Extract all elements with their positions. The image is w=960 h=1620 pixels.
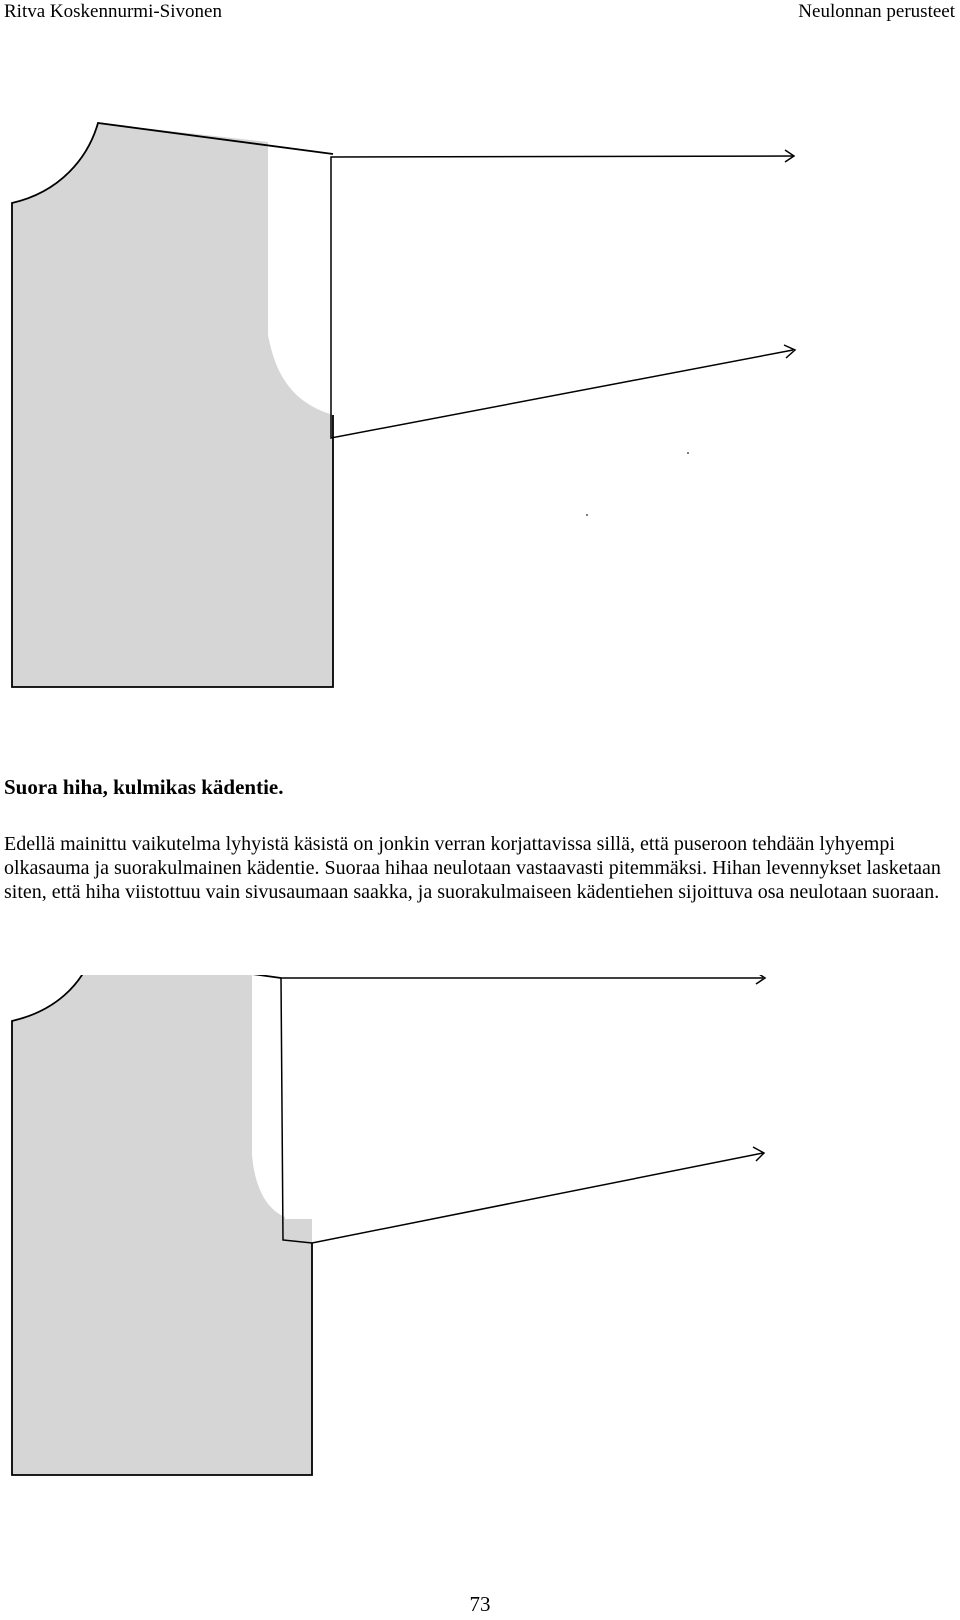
section-heading: Suora hiha, kulmikas kädentie. <box>4 775 284 799</box>
arrow-head-icon <box>756 975 765 984</box>
body-panel-fill <box>12 123 333 687</box>
sleeve-outline <box>281 978 763 1243</box>
pattern-diagram-top <box>0 110 960 710</box>
body-panel-fill <box>12 975 312 1475</box>
page-number: 73 <box>469 1592 491 1616</box>
pattern-diagram-bottom <box>0 975 960 1495</box>
sleeve-outline <box>331 156 793 438</box>
body-paragraph: Edellä mainittu vaikutelma lyhyistä käsistä on jonkin verran korjattavissa sillä, että puseroon tehdään lyhyempi olkasauma ja suorakulmainen kädentie. Suoraa hihaa neulotaan vastaavasti pitemmäksi. Hihan levennykset lasketaan siten, että hiha viistottuu vain sivusaumaan saakka, ja suorakulmaiseen kädentiehen sijoittuva osa neulotaan suoraan. <box>4 833 941 903</box>
running-header-title: Neulonnan perusteet <box>798 1 955 22</box>
running-header-author: Ritva Koskennurmi-Sivonen <box>4 1 222 22</box>
